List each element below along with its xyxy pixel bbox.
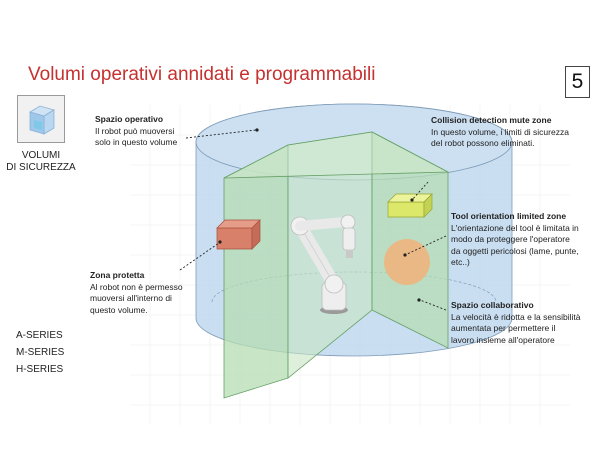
- callout-heading: Spazio operativo: [95, 114, 164, 124]
- callout-line: In questo volume, i limiti di sicurezza: [431, 126, 569, 137]
- series-item: A-SERIES: [16, 330, 63, 341]
- callout-line: lavoro insieme all'operatore: [451, 334, 555, 345]
- callout-line: solo in questo volume: [95, 137, 178, 147]
- label-line-2: DI SICUREZZA: [6, 162, 76, 173]
- callout-line: da oggetti pericolosi (lame, punte,: [451, 245, 579, 256]
- callout-operating-space: [95, 114, 177, 149]
- series-item: H-SERIES: [16, 364, 64, 375]
- callout-line: del robot possono eliminati.: [431, 138, 535, 148]
- callout-line: modo da proteggere l'operatore: [451, 234, 570, 244]
- safety-volume-cube-icon: [17, 95, 65, 143]
- tool-orientation-sphere: [384, 239, 430, 285]
- callout-line: aumentata per permettere il: [451, 323, 556, 333]
- callout-line: Il robot può muoversi: [95, 125, 175, 136]
- safety-volumes-label: [6, 150, 76, 174]
- slide-title: Volumi operativi annidati e programmabili: [28, 64, 376, 85]
- callout-line: L'orientazione del tool è limitata in: [451, 222, 579, 233]
- callout-protected-zone: [90, 270, 183, 316]
- callout-tool-orientation: [451, 211, 579, 269]
- callout-heading: Spazio collaborativo: [451, 300, 534, 310]
- series-list: [16, 327, 64, 378]
- label-line-1: VOLUMI: [21, 150, 61, 161]
- callout-heading: Tool orientation limited zone: [451, 211, 567, 221]
- callout-collision-mute: [431, 115, 569, 150]
- callout-line: muoversi all'interno di: [90, 293, 172, 303]
- callout-line: questo volume.: [90, 304, 148, 315]
- callout-line: Al robot non è permesso: [90, 281, 183, 292]
- slide-number: 5: [565, 66, 590, 98]
- callout-heading: Zona protetta: [90, 270, 145, 280]
- callout-collaborative-space: [451, 300, 580, 346]
- callout-line: etc..): [451, 257, 470, 267]
- callout-heading: Collision detection mute zone: [431, 115, 552, 125]
- callout-line: La velocità è ridotta e la sensibilità: [451, 311, 581, 322]
- mute-zone-box: [388, 194, 432, 217]
- protected-zone-box: [217, 220, 260, 249]
- series-item: M-SERIES: [16, 347, 65, 358]
